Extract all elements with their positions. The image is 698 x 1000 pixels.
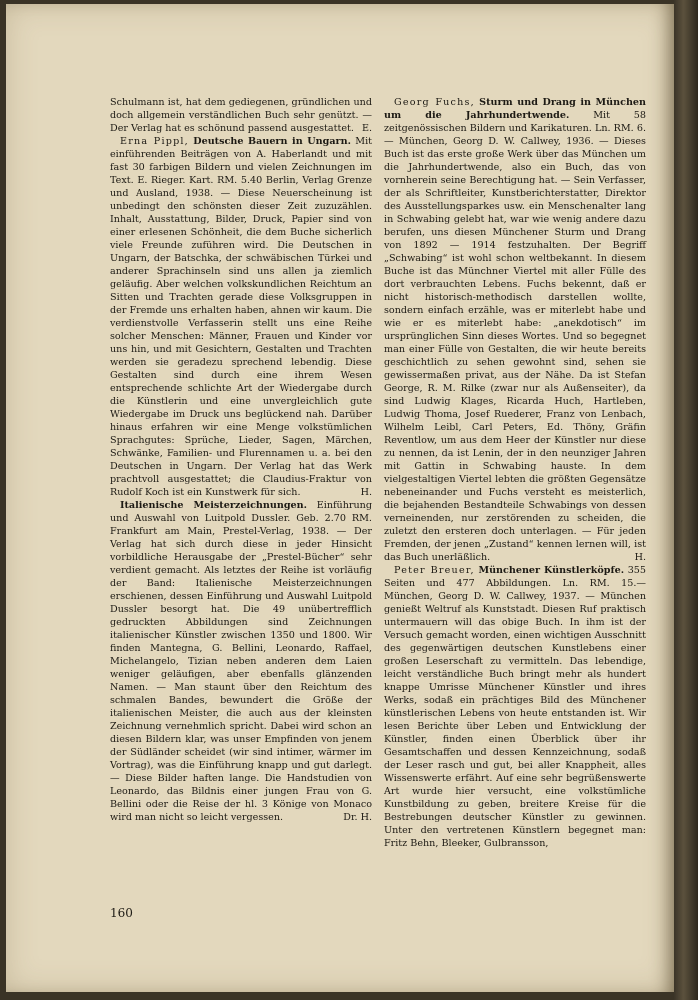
review-entry — [384, 564, 646, 850]
review-book-title: Italienische Meisterzeichnungen. — [120, 500, 307, 511]
review-signature: H. — [360, 487, 372, 498]
review-text: Schulmann ist, hat dem gediegenen, gründlichen und doch allgemein verständlichen Buch sehr genützt. — Der Verlag hat es schönund passend ausgestattet. — [110, 97, 372, 134]
review-author: Erna Pippl, — [120, 136, 189, 147]
review-text: Mit einführenden Beiträgen von A. Haberlandt und mit fast 30 farbigen Bildern und vielen Zeichnungen im Text. E. Rieger. Kart. RM. 5.40 Berlin, Verlag Grenze und Ausland, 1938. — Diese Neuerscheinung ist unbedingt den schönsten dieser Zeit zuzuzählen. Inhalt, Ausstattung, Bilder, Druck, Papier sind von einer erlesenen Schönheit, die dem Buche sicherlich viele Freunde zuführen wird. Die Deutschen in Ungarn, der Batschka, der schwäbischen Türkei und anderer Sprachinseln sind uns allen ja ziemlich geläufig. Aber welchen volkskundlichen Reichtum an Sitten und Trachten gerade diese Volksgruppen in der Fremde uns erhalten haben, ahnen wir kaum. Die verdienstvolle Verfasserin stellt uns eine Reihe solcher Menschen: Männer, Frauen und Kinder vor uns hin, und mit Gesichtern, Gestalten und Trachten werden sie geradezu sprechend lebendig. Diese Gestalten sind durch eine ihrem Wesen entsprechende schlichte Art der Wiedergabe durch die Künstlerin und eine unvergleichlich gute Wiedergabe im Druck uns beglückend nah. Darüber hinaus erfahren wir eine Menge volkstümlichen Sprachgutes: Sprüche, Lieder, Sagen, Märchen, Schwänke, Familien- und Flurennamen u. a. bei den Deutschen in Ungarn. Der Verlag hat das Werk prachtvoll ausgestattet; die Claudius-Fraktur von Rudolf Koch ist ein Kunstwerk für sich. — [110, 136, 372, 498]
review-signature: H. — [634, 552, 646, 563]
review-signature: Dr. H. — [343, 812, 372, 823]
right-column — [384, 96, 646, 850]
review-text: 355 Seiten und 477 Abbildungen. Ln. RM. 15.— München, Georg D. W. Callwey, 1937. — München genießt Weltruf als Kunststadt. Diesen Ruf praktisch untermauern will das obige Buch. In ihm ist der Versuch gemacht worden, einen wichtigen Ausschnitt des gegenwärtigen deutschen Kunstlebens einer großen Leserschaft zu vermitteln. Das lebendige, leicht verständliche Buch bringt mehr als hundert knappe Umrisse Münchener Künstler und ihres Werks, sodaß ein prächtiges Bild des Münchener künstlerischen Lebens von heute entstanden ist. Wir lesen Berichte über Leben und Entwicklung der Künstler, finden einen Überblick über ihr Gesamtschaffen und dessen Kennzeichnung, sodaß der Leser rasch und gut, bei aller Knappheit, alles Wissenswerte erfährt. Auf eine sehr begrüßenswerte Art wurde hier versucht, eine volkstümliche Kunstbildung zu geben, breitere Kreise für die Bestrebungen deutscher Künstler zu gewinnen. Unter den vertretenen Künstlern begegnet man: Fritz Behn, Bleeker, Gulbransson, — [384, 565, 646, 849]
review-text: Einführung und Auswahl von Luitpold Dussler. Geb. 2.70 RM. Frankfurt am Main, Prestel-Verlag, 1938. — Der Verlag hat sich durch diese in jeder Hinsicht vorbildliche Herausgabe der „Prestel-Bücher“ sehr verdient gemacht. Als letztes der Reihe ist vorläufig der Band: Italienische Meisterzeichnungen erschienen, dessen Einführung und Auswahl Luitpold Dussler besorgt hat. Die 49 unübertrefflich gedruckten Abbildungen sind Zeichnungen italienischer Künstler zwischen 1350 und 1800. Wir finden Mantegna, G. Bellini, Leonardo, Raffael, Michelangelo, Tizian neben anderen dem Laien weniger geläufigen, aber ebenfalls glänzenden Namen. — Man staunt über den Reichtum des schmalen Bandes, bewundert die Größe der italienischen Meister, die auch aus der kleinsten Zeichnung vernehmlich spricht. Dabei wird schon an diesen Bildern klar, was unser Empfinden von jenem der Südländer scheidet (wir sind intimer, wärmer im Vortrag), was die Einführung knapp und gut darlegt. — Diese Bilder haften lange. Die Handstudien von Leonardo, das Bildnis einer jungen Frau von G. Bellini oder die Reise der hl. 3 Könige von Monaco wird man nicht so leicht vergessen. — [110, 500, 372, 823]
book-spine — [674, 0, 698, 1000]
review-author: Peter Breuer, — [394, 565, 475, 576]
review-entry — [110, 135, 372, 499]
review-book-title: Münchener Künstlerköpfe. — [478, 565, 625, 576]
review-text: Mit 58 zeitgenössischen Bildern und Karikaturen. Ln. RM. 6.— München, Georg D. W. Callwey, 1936. — Dieses Buch ist das erste große Werk über das München um die Jahrhundertwende, also ein Buch, das von vornherein seine Berechtigung hat. — Sein Verfasser, der als Schriftleiter, Kunstberichterstatter, Direktor des Ausstellungsparkes usw. ein Menschenalter lang in Schwabing gelebt hat, war wie wenig andere dazu berufen, uns diesen Münchener Sturm und Drang von 1892 — 1914 festzuhalten. Der Begriff „Schwabing“ ist wohl schon weltbekannt. In diesem Buche ist das Münchner Viertel mit aller Fülle des dort verbrauchten Lebens. Fuchs bekennt, daß er nicht historisch-methodisch darstellen wollte, sondern einfach erzähle, was er miterlebt habe und wie er es miterlebt habe: „anekdotisch“ im ursprünglichen Sinn dieses Wortes. Und so begegnet man einer Fülle von Gestalten, die wir heute bereits geschichtlich zu sehen gewohnt sind, sehen sie gewissermaßen privat, aus der Nähe. Da ist Stefan George, R. M. Rilke (zwar nur als Außenseiter), da sind Ludwig Klages, Ricarda Huch, Hartleben, Ludwig Thoma, Josef Ruederer, Franz von Lenbach, Wilhelm Leibl, Carl Peters, Ed. Thöny, Gräfin Reventlow, um aus dem Heer der Künstler nur diese zu nennen, da ist Lenin, der in den neunziger Jahren mit Gattin in Schwabing hauste. In dem vielgestaltigen Viertel lebten die größten Gegensätze nebeneinander und Fuchs versteht es meisterlich, die bejahenden Bestandteile Schwabings von dessen verneinenden, nur zerstörenden zu scheiden, die zuletzt den ersteren doch unterlagen. — Für jeden Fremden, der jenen „Zustand“ kennen lernen will, ist das Buch unerläßlich. — [384, 110, 646, 563]
left-column — [110, 96, 372, 824]
review-author: Georg Fuchs, — [394, 97, 475, 108]
page-number: 160 — [110, 906, 133, 920]
review-entry — [110, 96, 372, 135]
book-page — [6, 4, 674, 992]
review-entry — [110, 499, 372, 824]
review-entry — [384, 96, 646, 564]
review-book-title: Sturm und Drang in München um die Jahrhundertwende. — [384, 97, 646, 121]
review-signature: E. — [361, 123, 372, 134]
review-book-title: Deutsche Bauern in Ungarn. — [193, 136, 351, 147]
